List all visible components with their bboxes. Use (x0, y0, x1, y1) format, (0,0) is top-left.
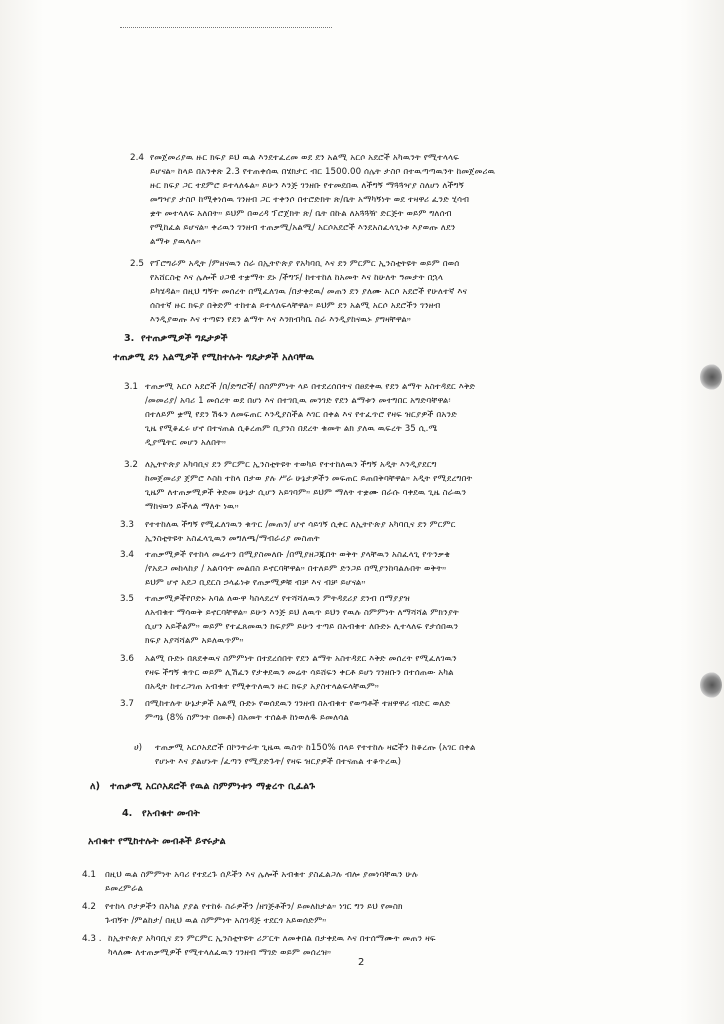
clause-number: 4.2 (82, 902, 96, 912)
text-line: ጉብኝት /ምልከታ/ በዚህ ዉል ስምምነት አስገዳጅ ተደርጎ አይወሰድም። (105, 916, 327, 926)
text-line: በተለይም ቋሚ የደን ሽፋን ለመፍጠር እንዲያስችል እገር በቀል እና የተፈጥሮ የዛፍ ዝርያዎች በአንድ (145, 410, 458, 420)
punch-hole-lower (700, 672, 722, 698)
section-intro: አብቁተ የሚከተሉት መብቶች ይኖሩታል (88, 836, 226, 847)
section-title: የተጠቃሚዎች ግዴታዎች (141, 333, 228, 344)
text-line: /የአደጋ መከላከያ / አልባሳት መልበስ ይኖርባቸዋል። በተለይም ድንጋይ በሚያንከባልሉበት ወቅት። (145, 564, 447, 574)
text-line: ይመረምራል (105, 884, 144, 894)
clause-number: 3.1 (124, 382, 138, 392)
text-line: ተጠቃሚዎችየቦድኑ አባል ለውዋ ካስላደረሃ የተሻሻለዉን ምትዳደሪያ ደንብ በማያያዝ (145, 594, 410, 604)
text-line: ካላለሙ ለተጠቃሚዎች የሚተላለፈዉን ገንዘብ ማገድ ወይም መሰረዝ። (108, 948, 332, 958)
clause-number: 2.5 (130, 259, 144, 269)
text-line: ኢንስቲትዩት አስፈላጊዉን መግለጫ/ማብራሪያ መስጠት (145, 534, 320, 544)
section-number: 4. (122, 808, 133, 819)
text-line: የተተከለዉ ችግኝ የሚፈለገዉን ቁጥር /መጠን/ ሆኖ ሳይገኝ ሲቀር ለኢትዮጵያ አካባቢና ደን ምርምር (145, 520, 456, 530)
text-line: የዛፍ ችግኝ ቁጥር ወይም ሊሽፈን የታቀደዉን መሬት ሳይሸፍን ቀርቶ ይሆነ ገንዘቡን በተሰጠው አካል (145, 668, 454, 678)
sub-item-le: ተጠቃሚ አርሶአደሮች የዉል ስምምነቱን ማቋረጥ ቢፈልጉ (110, 781, 316, 792)
text-line: ማከናወን ይችላል ማለት ነዉ። (145, 502, 239, 512)
text-line: ዲያሜትር መሆን አለበት። (145, 438, 227, 448)
text-line: ይህም ሆኖ አደጋ ቢደርስ ኃላፊነቱ የጠቃሚዎቹ ብቻ እና ብቻ ይሆናል። (145, 578, 366, 588)
top-rule (120, 27, 332, 28)
text-line: የአሸርስቲ እና ሌሎች ሀጋዊ ተቋማት ደኑ /ችግኙ/ ከተተከለ ከአመት እና ከሁለት ዓመታት በኋላ (150, 273, 444, 283)
text-line: ጊዜም ለተጠቃሚዎች ቅድመ ሁኔታ ሲሆን አይገባም። ይህም ማለት ተቋሙ በራሱ ባቀደዉ ጊዜ ስራዉን (145, 488, 467, 498)
text-line: ለኢትዮጵያ አካባቢና ደን ምርምር ኢንስቲትዩት ተወካይ የተተከለዉን ችግኝ አዲት እንዲያደርግ (145, 460, 437, 470)
clause-number: 3.4 (120, 550, 134, 560)
punch-hole-upper (700, 364, 722, 390)
text-line: በአዲት ከተረጋገጠ አብቁተ የሚቀጥለዉን ዙር ክፍያ አያስተላልፍላቸዉም። (145, 682, 380, 692)
text-line: ልማቱ ያዉላሉ። (150, 237, 201, 247)
clause-number: 4.1 (82, 870, 96, 880)
text-line: የፕሮግራም አዲት /ምዘናዉን ስራ በኢትዮጵያ የአካባቢ እና ደን ምርምር ኢንስቲትዩት ወይም በወሰ (150, 259, 460, 269)
sub-item-marker: ለ) (90, 781, 101, 792)
section-intro: ተጠቃሚ ደን አልሚዎች የሚከተሉት ግዴታዎች አለባቸዉ (113, 352, 315, 363)
text-line: የመጀመሪያዉ ዙር ክፍያ ይህ ዉል እንደተፈረመ ወደ ደን አልሚ አርሶ አደሮች አካዉንት የሚተላላፍ (150, 153, 460, 163)
page-number: 2 (358, 957, 365, 968)
clause-number: 3.3 (120, 520, 134, 530)
section-title: የአብቁተ መብት (142, 808, 200, 819)
text-line: ለአብቁተ ማሳወቅ ይኖርባቸዋል። ይሁን እንጅ ይህ ለዉጥ ይህን የዉሉ ስምምነት ለማሻሻል ምክንያት (145, 608, 459, 618)
text-line: የተከላ ቦታዎችን በአካል ያያል የተከፉ ስራዎችን /ዘገጅቶችን/ ይመለከታል። ነገር ግን ይህ የመስክ (105, 902, 403, 912)
text-line: ቋት መተላለፍ አለበት። ይህም በወረዳ ፕሮጀክት ጽ/ ቤት በኩል ለአጓጓዥ ድርጅት ወይም ግለሰብ (150, 209, 452, 219)
text-line: ከመጀመሪያ ጀምሮ እስከ ተከላ በታወ ያሉ ሥራ ሁኔታዎችን መፍጠር ይጠበቅባቸዋል። አዲት የሚደረግበት (145, 474, 473, 484)
text-line: ክፍያ አያሻሻልም አይለዉጥም። (145, 636, 244, 646)
text-line: ሰስተኛ ዙር ክፍያ በቅድም ተከተል ይተላለፍላቸዋል። ይህም ደን አልሚ አርሶ አደሮችን ገንዘብ (150, 301, 441, 311)
text-line: ጊዜ የሚቆፈሩ ሆኖ በተናጠል ሲቆረጠም ቢያንስ በደረት ቁመት ልክ ያለዉ ዉፍረት 35 ሲ.ሜ (145, 424, 438, 434)
text-line: የሆኑት እና ያልሆኑት /ፈጣን የሚያድጉት/ የዛፍ ዝርያዎች በተናጠል ተቆጥረዉ) (155, 757, 402, 767)
text-line: ከኢትዮጵያ አካባቢና ደን ምርምር ኢንስቲትዩት ሪፖርት ለመቀበል በታቀደዉ እና በተሰማሙት መጠን ዛፍ (108, 934, 436, 944)
sub-item-marker: ሀ) (134, 743, 143, 753)
text-line: የሚከፈል ይሆናል። ቀሪዉን ገንዘብ ተጠቃሚ/አልሚ/ አርሶአደሮች እንደአስፈላጊነቱ እያወጡ ለደን (150, 223, 456, 233)
clause-number: 3.2 (124, 460, 138, 470)
section-number: 3. (124, 333, 135, 344)
text-line: ይሆናል። ከላይ በአንቀጽ 2.3 የተጠቀሰዉ በሄክታር ብር 1500.00 ሰሌት ታስቦ በተዉጣጣዉንት ከመጀመሪዉ (150, 167, 496, 177)
text-line: መግዣያ ታስቦ ከሚቀነሰዉ ገንዘብ ጋር ተቀንሶ በተሮድክት ጽ/ቤት አማካኝነት ወደ ተዛዋሪ ፈንድ ሂሳብ (150, 195, 470, 205)
clause-number: 2.4 (130, 153, 144, 163)
clause-number: 3.6 (120, 654, 134, 664)
clause-number: 3.5 (120, 594, 134, 604)
text-line: በዚህ ዉል ስምምነት አባሪ የተደረጉ ሰዶችን እና ሌሎች አብቁተ ያስፈልጋሉ ብሎ ያመነባቸዉን ሁሉ (105, 870, 419, 880)
text-line: /መመሪያ/ አባሪ 1 መሰረት ወደ በሆነ እና በተገቢዉ መንገድ የደን ልማቱን መተግበር አግድባቸዋል፡ (145, 396, 451, 406)
text-line: እንዲያወጡ እና ተጣዩን የደን ልማት እና እንክብካቤ ስራ እንዲያከናዉኑ ያግዛቸዋል። (150, 315, 412, 325)
text-line: በሚከተሉት ሁኔታዎች አልሚ ቡድኑ የወሰደዉን ገንዘብ በአብቁተ የወጣቶች ተዘዋዋሪ ብድር ወለድ (145, 699, 451, 709)
text-line: ምጣኔ (8% ስምንት በመቶ) በአመት ተሰልቶ ከነወለዱ ይመለሳል (145, 713, 349, 723)
text-line: ይካሄዳል። በዚህ ግኝት መሰረት በሚፈለገዉ /በታቀደዉ/ መጠን ደን ያለሙ አርሶ አደሮች የሁለተኛ እና (150, 287, 468, 297)
text-line: አልሚ ቡድኑ በጸደቀዉና ስምምነት በተደረሰበት የደን ልማት አስተዳደር እቅድ መሰረት የሚፈለገዉን (145, 654, 457, 664)
clause-number: 3.7 (120, 699, 134, 709)
clause-number: 4.3 . (82, 934, 102, 944)
text-line: ተጠቃሚ አርሶ አደሮች /በ/ድግሮች/ በስምምነት ላይ በተደረሰበትና በፀደቀዉ የደን ልማት አስተዳደር እቅድ (145, 382, 476, 392)
text-line: ዙር ክፍያ ጋር ተደምሮ ይተላለፋል። ይሁን እንጅ ገንዘቡ የተመደበዉ ለችግኝ ማጓጓዣያ ስለሆነ ለችግኝ (150, 181, 464, 191)
text-line: ሲሆን አይችልም። ወይም የተፈጸመዉን ክፍያም ይሁን ተጣይ በአብቁተ ለቡድኑ ሊተላለፍ የታሰበዉን (145, 622, 459, 632)
text-line: ተጠቃሚዎች የተከላ መሬትን በሚያስመለቡ /በሚያዘጋጁበት ወቅት ያላቸዉን አስፈላጊ የጥንቃቄ (145, 550, 451, 560)
text-line: ተጠቃሚ አርሶአደሮች በኮንትራት ጊዜዉ ዉስጥ ከ150% በላይ የተተከሉ ዛፎችን ከቆረጡ (አገር በቀል (155, 743, 476, 753)
